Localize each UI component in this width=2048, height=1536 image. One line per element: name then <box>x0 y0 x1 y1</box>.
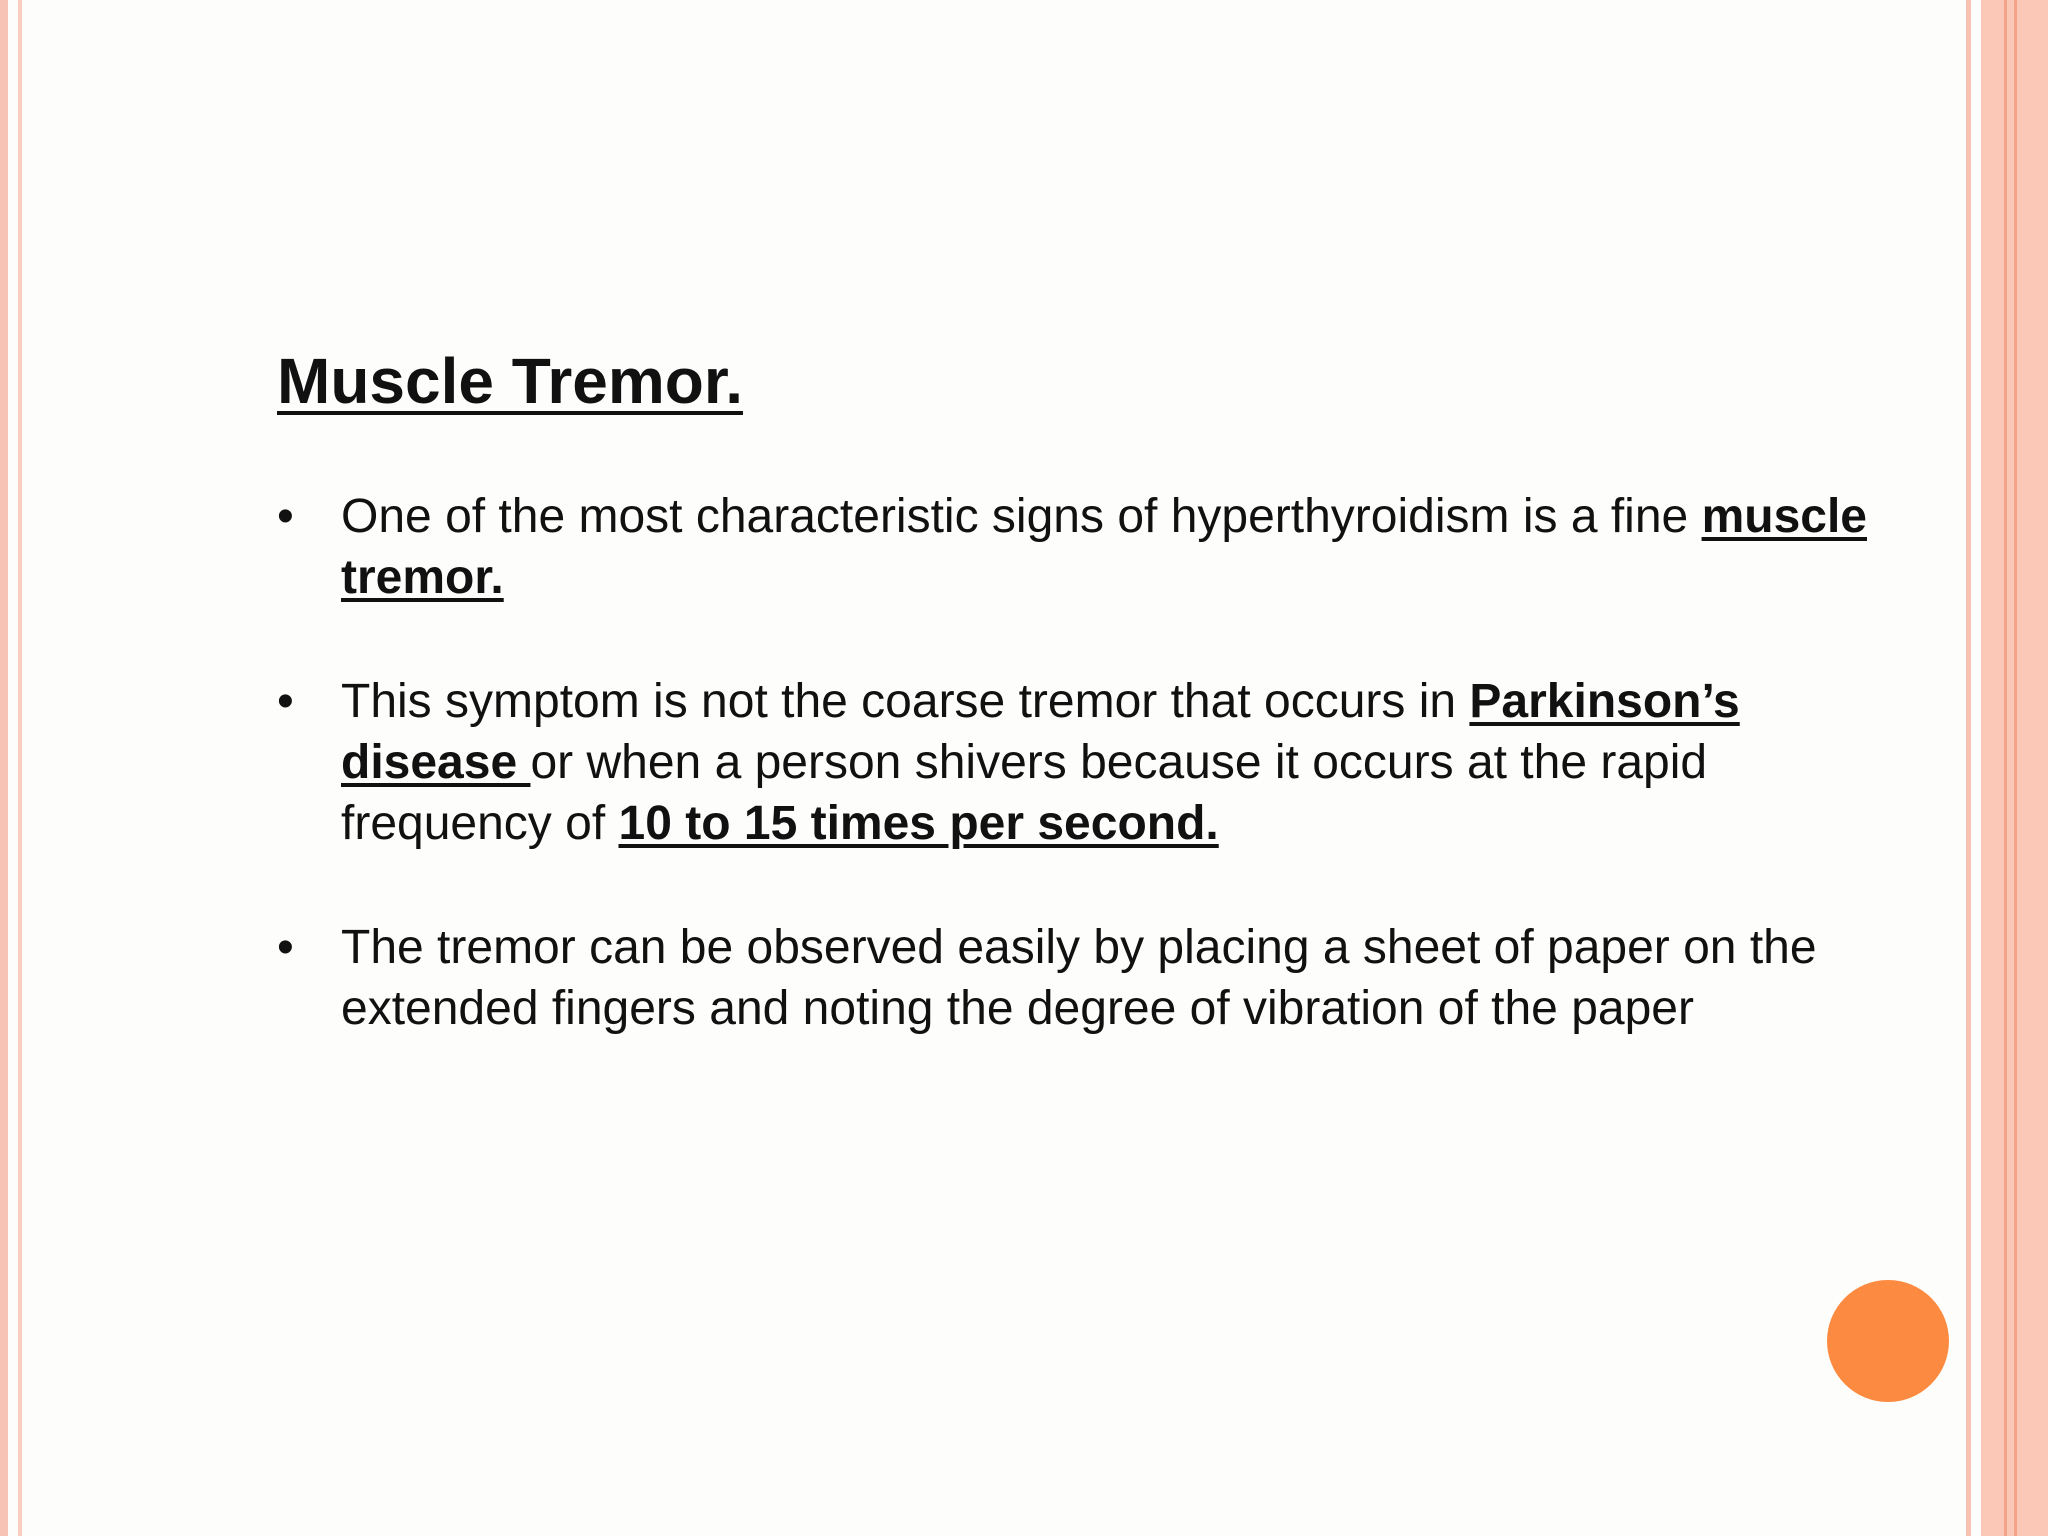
emphasis-muscle-tremor: muscle tremor. <box>341 490 1867 604</box>
bullet-text-segment: The tremor can be observed easily by placing a sheet of paper on the extended fingers and noting the degree of vibration of the paper <box>341 921 1817 1035</box>
bullet-text-segment: One of the most characteristic signs of hyperthyroidism is a fine <box>341 490 1702 543</box>
bullet-icon: • <box>277 921 294 974</box>
bullet-icon: • <box>277 675 294 728</box>
left-border-stripe <box>0 0 8 1536</box>
bullet-text <box>341 486 1897 608</box>
right-border-line <box>2014 0 2017 1536</box>
bullet-text <box>341 917 1897 1039</box>
bullet-item <box>277 917 1897 1039</box>
slide-title: Muscle Tremor. <box>277 345 743 417</box>
bullet-icon: • <box>277 490 294 543</box>
bullet-text-segment: This symptom is not the coarse tremor that occurs in <box>341 675 1470 728</box>
left-border-line <box>18 0 22 1536</box>
orange-circle-decoration <box>1827 1280 1949 1402</box>
emphasis-frequency: 10 to 15 times per second. <box>618 797 1219 850</box>
bullet-text <box>341 671 1897 854</box>
bullet-item <box>277 486 1897 608</box>
bullet-list <box>277 486 1897 1102</box>
bullet-item <box>277 671 1897 854</box>
emphasis-parkinsons-disease: Parkinson’s disease <box>341 675 1740 789</box>
right-border-gap <box>1971 0 1981 1536</box>
bullet-text-segment: or when a person shivers because it occurs at the rapid frequency of <box>341 736 1708 850</box>
right-border-line <box>2004 0 2007 1536</box>
